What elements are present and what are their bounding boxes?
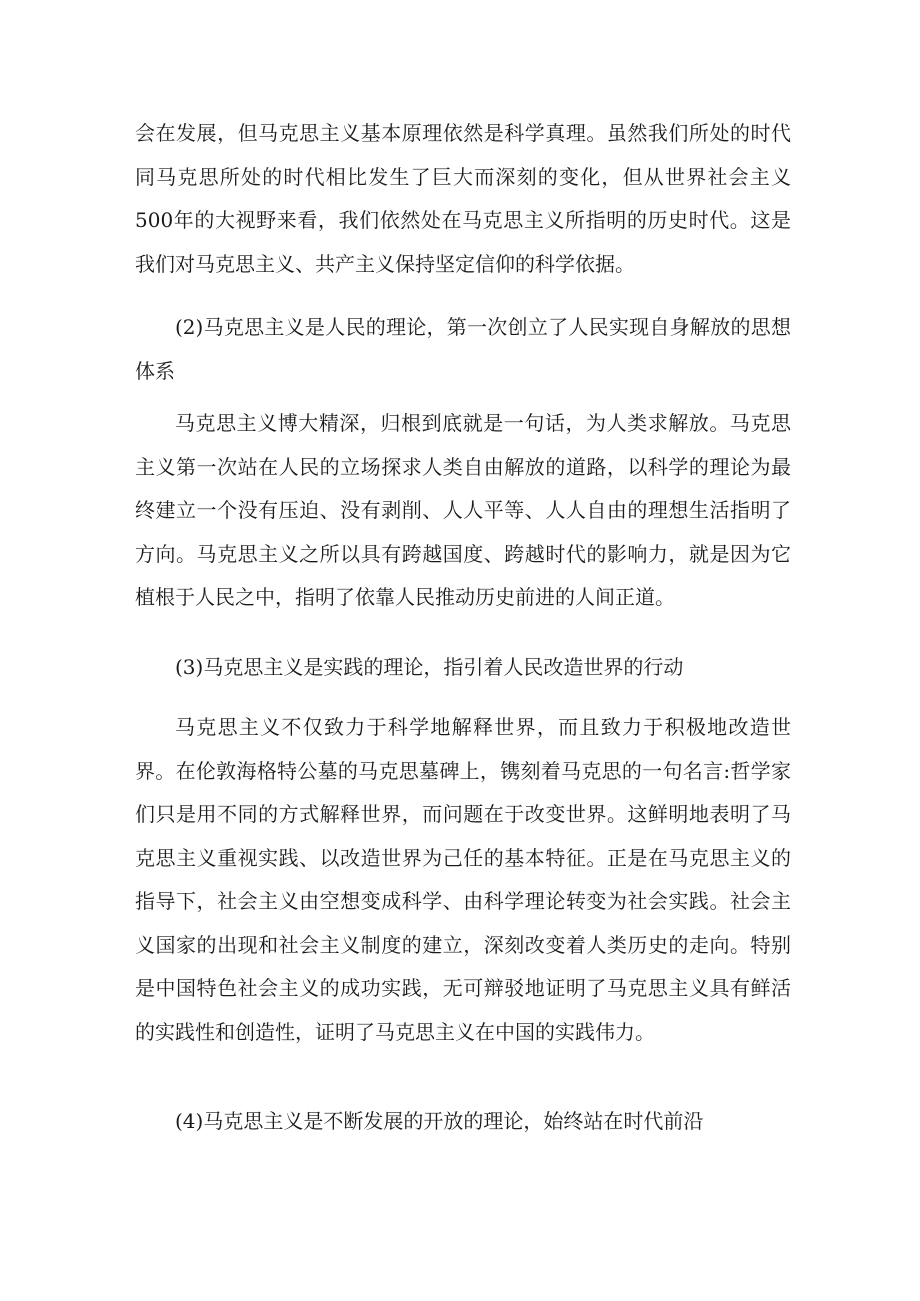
section-heading-3: (3)马克思主义是实践的理论，指引着人民改造世界的行动 bbox=[175, 655, 684, 679]
body-paragraph: 马克思主义不仅致力于科学地解释世界，而且致力于积极地改造世界。在伦敦海格特公墓的马克思墓碑上，镌刻着马克思的一句名言:哲学家们只是用不同的方式解释世界，而问题在于改变世界。这鲜明地表明了马克思主义重视实践、以改造世界为己任的基本特征。正是在马克思主义的指导下，社会主义由空想变成科学、由科学理论转变为社会实践。社会主义国家的出现和社会主义制度的建立，深刻改变着人类历史的走向。特别是中国特色社会主义的成功实践，无可辩驳地证明了马克思主义具有鲜活的实践性和创造性，证明了马克思主义在中国的实践伟力。 bbox=[135, 715, 791, 1044]
body-paragraph: 马克思主义博大精深，归根到底就是一句话，为人类求解放。马克思主义第一次站在人民的立场探求人类自由解放的道路，以科学的理论为最终建立一个没有压迫、没有剥削、人人平等、人人自由的理想生活指明了方向。马克思主义之所以具有跨越国度、跨越时代的影响力，就是因为它植根于人民之中，指明了依靠人民推动历史前进的人间正道。 bbox=[135, 411, 791, 609]
section-heading-2: (2)马克思主义是人民的理论，第一次创立了人民实现自身解放的思想体系 bbox=[135, 315, 791, 383]
body-paragraph: 会在发展，但马克思主义基本原理依然是科学真理。虽然我们所处的时代同马克思所处的时代相比发生了巨大而深刻的变化，但从世界社会主义500年的大视野来看，我们依然处在马克思主义所指明的历史时代。这是我们对马克思主义、共产主义保持坚定信仰的科学依据。 bbox=[135, 121, 791, 276]
section-heading-4: (4)马克思主义是不断发展的开放的理论，始终站在时代前沿 bbox=[175, 1109, 704, 1133]
